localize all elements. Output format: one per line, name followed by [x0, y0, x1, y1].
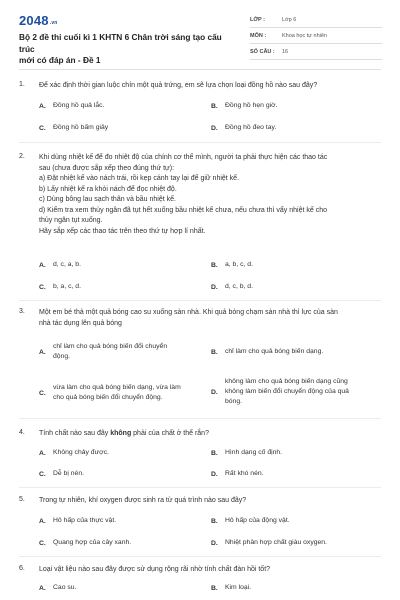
option-letter: D. [211, 283, 218, 291]
option-text: Rất khó nén. [225, 470, 264, 477]
option-c[interactable] [39, 469, 84, 479]
class-label: LỚP : [250, 16, 265, 23]
question-number: 1. [19, 81, 25, 88]
question-divider [19, 418, 381, 419]
option-letter: C. [39, 124, 46, 132]
question-divider [19, 300, 381, 301]
option-text: Đồng hồ quả lắc. [53, 102, 105, 109]
question-divider [19, 487, 381, 488]
question-text [39, 429, 379, 440]
title-line: mới có đáp án - Đề 1 [19, 55, 101, 65]
question-line: a) Đặt nhiệt kế vào nách trái, rồi kẹp cánh tay lại để giữ nhiệt kế. [39, 175, 240, 182]
option-text: Đồng hồ bấm giây [53, 124, 109, 131]
option-letter: A. [39, 584, 46, 592]
option-text: Đồng hồ hẹn giờ. [225, 102, 278, 109]
site-logo[interactable] [19, 13, 58, 28]
option-text: Cao su. [53, 584, 77, 591]
option-letter: B. [211, 261, 218, 269]
option-letter: A. [39, 102, 46, 110]
class-value: Lớp 6 [282, 16, 297, 23]
subject-label: MÔN : [250, 32, 267, 39]
question-count-label: SỐ CÂU : [250, 48, 275, 55]
option-b[interactable] [211, 583, 251, 593]
class-row [250, 12, 382, 28]
question-line: nhà tác dụng lên quả bóng [39, 319, 122, 327]
option-text [225, 377, 349, 407]
option-line: không làm biến đổi chuyển động của quả [225, 388, 349, 395]
subject-value: Khoa học tự nhiên [282, 32, 327, 39]
question-line: b) Lấy nhiệt kế ra khỏi nách để đọc nhiệt độ. [39, 185, 177, 193]
option-letter: D. [211, 470, 218, 478]
question-number: 5. [19, 496, 25, 503]
option-text: d, c, b, d. [225, 283, 253, 290]
option-text: b, a, c, d. [53, 283, 81, 290]
option-b[interactable] [211, 448, 282, 458]
option-d[interactable] [211, 538, 327, 548]
option-d[interactable] [211, 123, 276, 133]
option-text [53, 383, 181, 403]
option-letter: C. [39, 283, 46, 291]
option-letter: C. [39, 470, 46, 478]
option-letter: C. [39, 539, 46, 547]
question-count-row [250, 44, 382, 60]
question-divider [19, 142, 381, 143]
option-text: Kim loại. [225, 584, 252, 591]
option-b[interactable] [211, 260, 253, 270]
question-line: Hãy sắp xếp các thao tác trên theo thứ tự hợp lí nhất. [39, 227, 206, 235]
question-line: c) Dùng bông lau sạch thân và bầu nhiệt kế. [39, 196, 176, 203]
option-letter: D. [211, 388, 218, 396]
question-line: sau (chưa được sắp xếp theo đúng thứ tự): [39, 164, 175, 172]
question-text [39, 308, 379, 329]
option-a[interactable] [39, 101, 104, 111]
option-text: d, c, a, b. [53, 261, 81, 268]
option-line: bóng. [225, 398, 243, 405]
option-a[interactable] [39, 260, 81, 270]
question-text: Trong tự nhiên, khí oxygen được sinh ra từ quá trình nào sau đây? [39, 497, 247, 504]
option-letter: B. [211, 449, 218, 457]
option-text: Hô hấp của thực vật. [53, 517, 117, 524]
page-header [0, 0, 400, 68]
option-d[interactable] [211, 377, 349, 407]
question-text-part: Tính chất nào sau đây [39, 430, 111, 437]
option-letter: B. [211, 102, 218, 110]
option-text: Hô hấp của động vật. [225, 517, 290, 524]
option-a[interactable] [39, 583, 76, 593]
option-text [53, 342, 167, 362]
option-c[interactable] [39, 383, 181, 403]
question-divider [19, 556, 381, 557]
option-text: chỉ làm cho quả bóng biến dạng. [225, 348, 324, 355]
logo-main: 2048 [19, 13, 49, 28]
question-line: thủy ngân tụt xuống. [39, 217, 103, 224]
option-line: vừa làm cho quả bóng biến dạng, vừa làm [53, 384, 181, 391]
option-text: Nhiệt phân hợp chất giàu oxygen. [225, 539, 327, 546]
option-a[interactable] [39, 448, 109, 458]
option-c[interactable] [39, 282, 81, 292]
logo-suffix: .vn [49, 20, 58, 26]
option-letter: A. [39, 261, 46, 269]
subject-row [250, 28, 382, 44]
option-a[interactable] [39, 516, 116, 526]
option-line: chỉ làm cho quả bóng biến đổi chuyển [53, 343, 168, 350]
question-line: d) Kiểm tra xem thủy ngân đã tụt hết xuống bầu nhiệt kế chưa, nếu chưa thì vẩy nhiệt kế cho [39, 206, 327, 214]
option-text: Dễ bị nén. [53, 470, 84, 477]
option-text: Không chảy được. [53, 449, 109, 456]
question-line: Một em bé thả một quả bóng cao su xuống sàn nhà. Khi quả bóng chạm sàn nhà thì lực của sàn [39, 309, 338, 316]
question-line: Khi dùng nhiệt kế để đo nhiệt độ của chính cơ thể mình, người ta phải thực hiện các thao tác [39, 154, 328, 161]
option-text: a, b, c, d. [225, 261, 253, 268]
option-text: Đồng hồ đeo tay. [225, 124, 277, 131]
option-text: Quang hợp của cây xanh. [53, 539, 132, 546]
option-text: Hình dạng cố định. [225, 449, 283, 456]
option-line: động. [53, 353, 71, 360]
option-letter: B. [211, 348, 218, 356]
option-letter: A. [39, 348, 46, 356]
question-number: 3. [19, 308, 25, 315]
option-b[interactable] [211, 101, 277, 111]
option-line: không làm cho quả bóng biến dạng cũng [225, 378, 348, 385]
option-b[interactable] [211, 516, 290, 526]
question-text-part: phải của chất ở thể rắn? [131, 430, 209, 437]
option-c[interactable] [39, 123, 108, 133]
question-number: 2. [19, 153, 25, 160]
option-d[interactable] [211, 469, 264, 479]
question-count-value: 16 [282, 48, 289, 55]
option-letter: D. [211, 124, 218, 132]
option-d[interactable] [211, 282, 253, 292]
option-a[interactable] [39, 342, 167, 362]
option-line: cho quả bóng biến đổi chuyển động. [53, 394, 163, 401]
option-letter: D. [211, 539, 218, 547]
option-letter: C. [39, 389, 46, 397]
title-line: Bộ 2 đề thi cuối kì 1 KHTN 6 Chân trời sáng tạo cấu trúc [19, 32, 222, 54]
option-letter: A. [39, 449, 46, 457]
option-letter: A. [39, 517, 46, 525]
question-emphasis: không [110, 430, 132, 437]
question-number: 6. [19, 565, 25, 572]
option-letter: B. [211, 584, 218, 592]
option-c[interactable] [39, 538, 131, 548]
question-text: Loại vật liệu nào sau đây được sử dụng rộng rãi nhờ tính chất đàn hồi tốt? [39, 566, 271, 573]
option-b[interactable] [211, 347, 323, 357]
document-title [19, 32, 231, 67]
exam-info-panel [250, 12, 382, 60]
question-text: Để xác định thời gian luộc chín một quả trứng, em sẽ lựa chọn loại đồng hồ nào sau đây? [39, 82, 318, 89]
question-number: 4. [19, 429, 25, 436]
header-divider [19, 69, 381, 70]
question-text [39, 153, 379, 237]
option-letter: B. [211, 517, 218, 525]
